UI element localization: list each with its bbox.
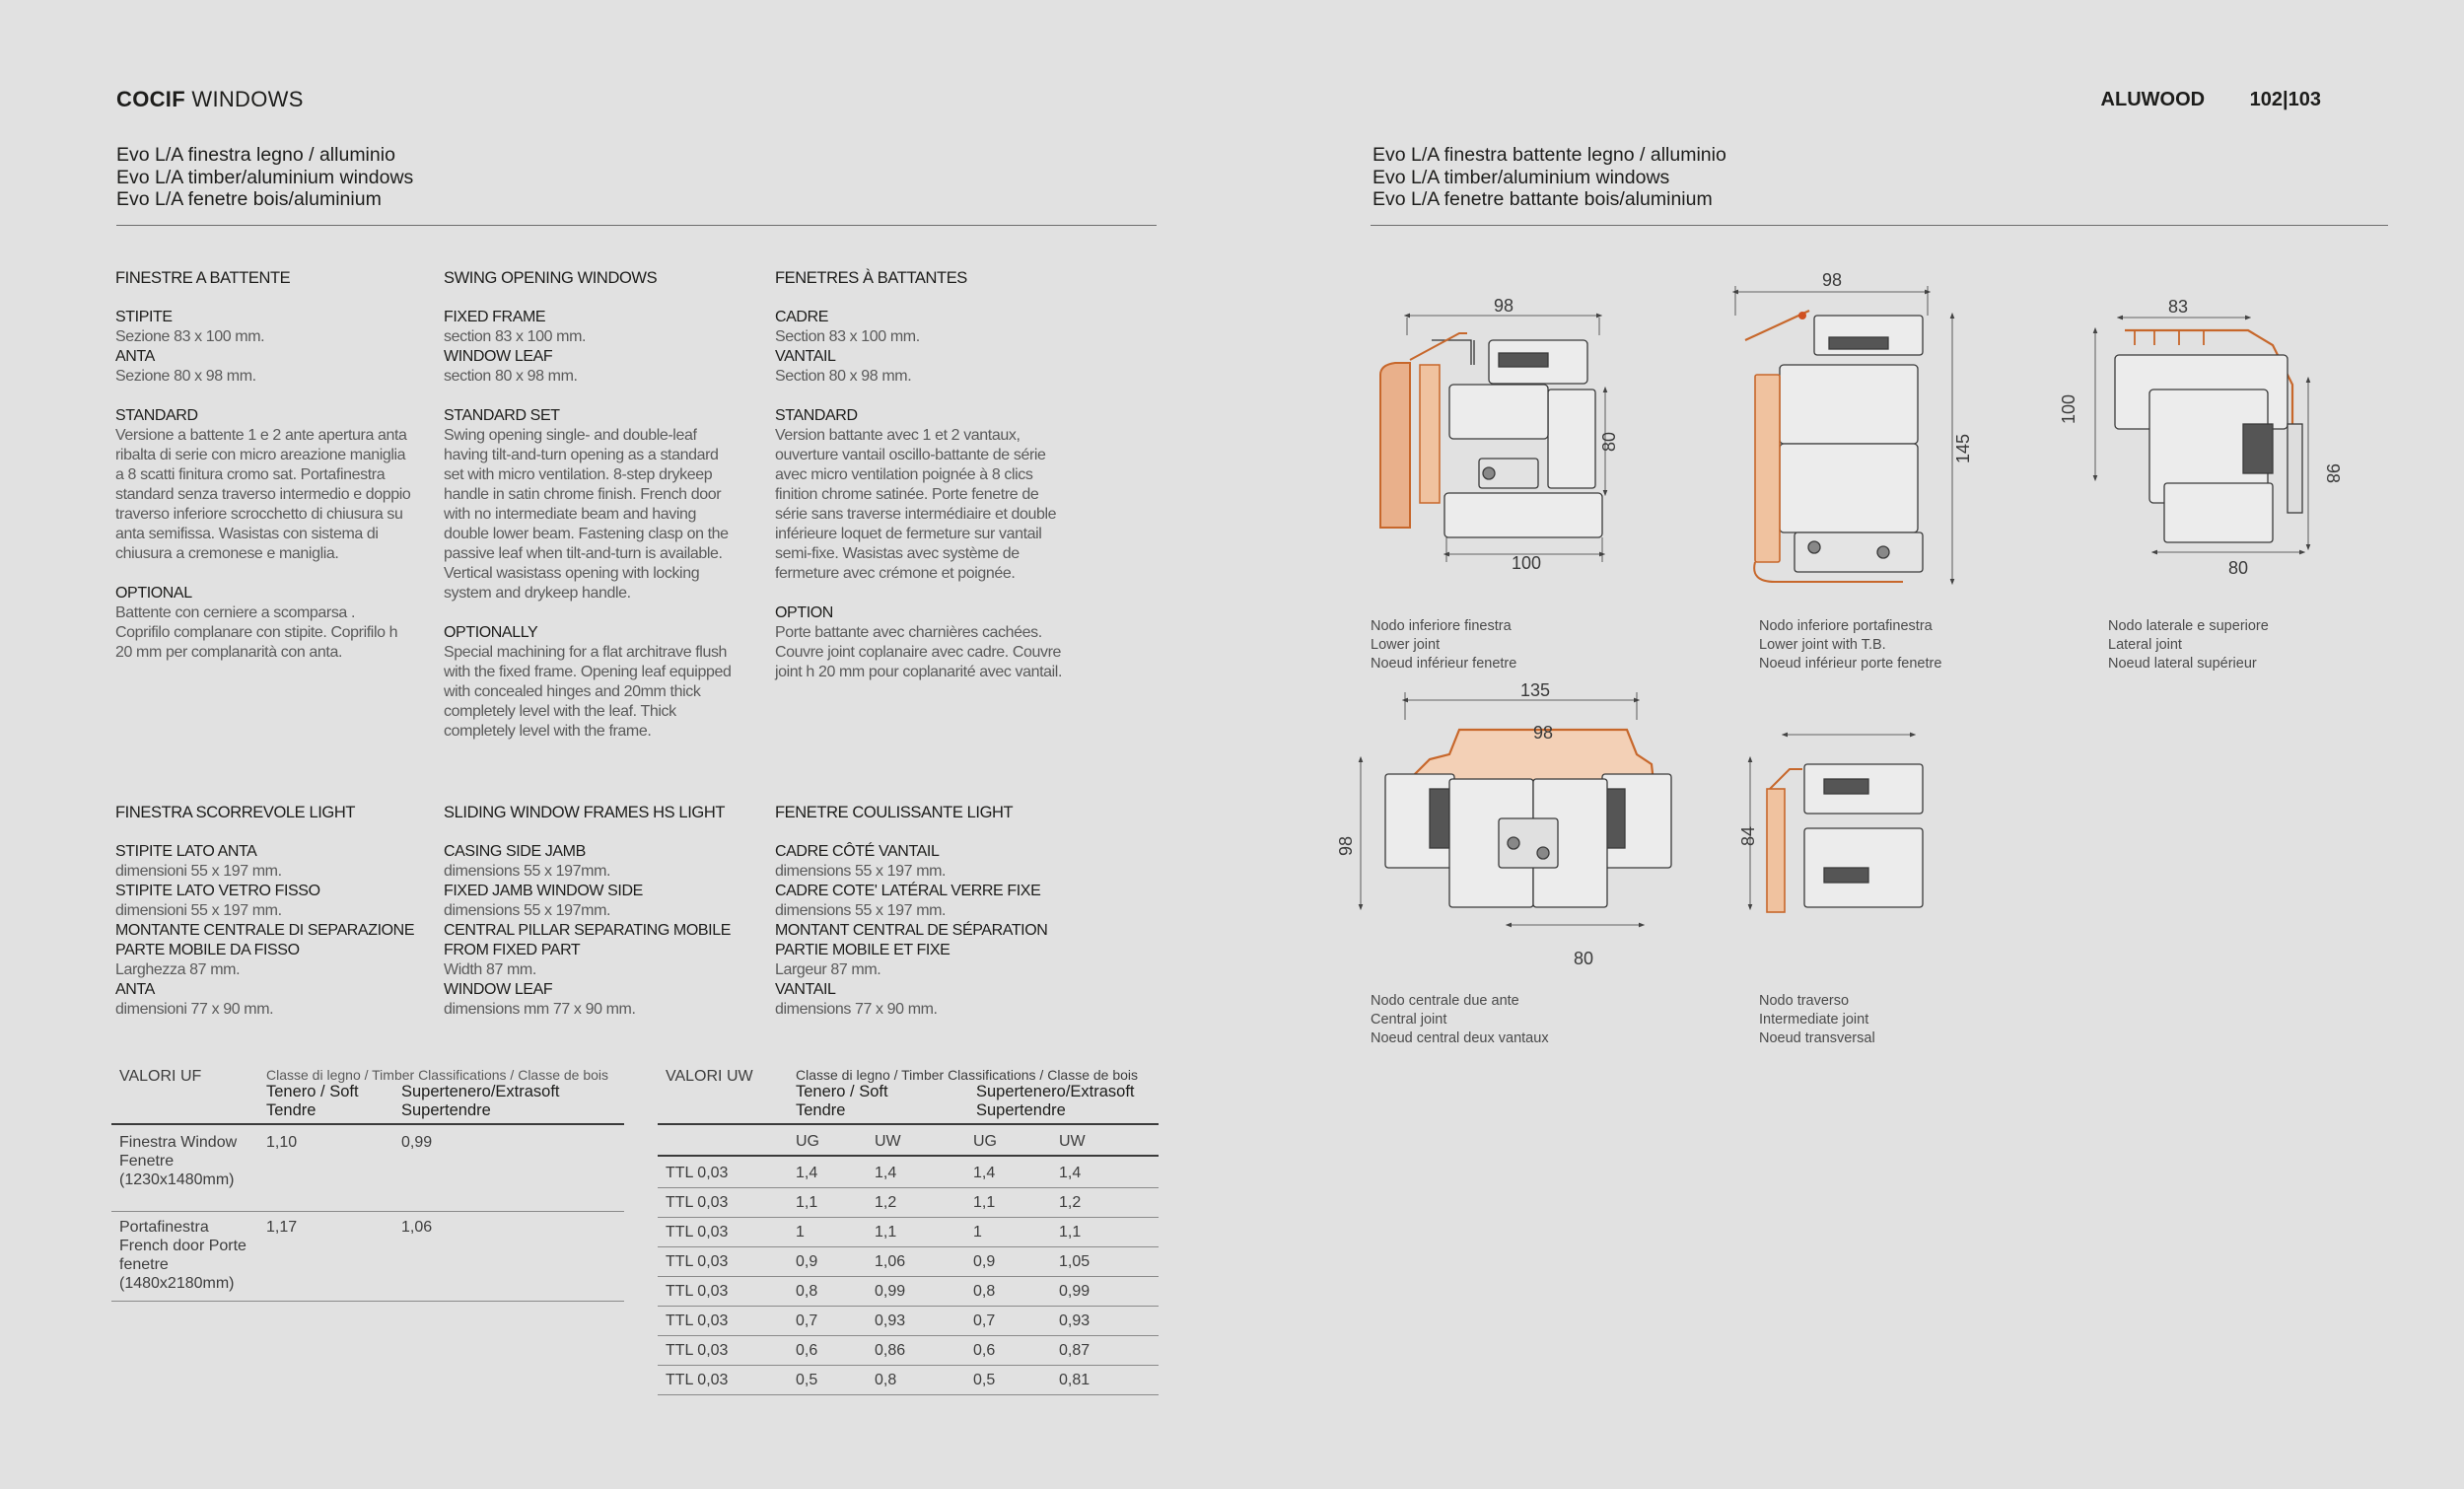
table-cell: 0,6 [973, 1342, 996, 1359]
table-cell: 0,8 [796, 1283, 818, 1300]
sliding-column-english [444, 803, 769, 1020]
spec-label: VANTAIL [775, 348, 836, 365]
right-title-line: Evo L/A timber/aluminium windows [1373, 166, 1670, 188]
spec-value: dimensioni 77 x 90 mm. [115, 1001, 274, 1018]
caption-line: Intermediate joint [1759, 1012, 1869, 1028]
standard-text: Versione a battente 1 e 2 ante apertura anta ribalta di serie con micro areazione maniglia a 8 scatti finitura cromo sat. Portafinestra standard senza traverso intermedio e doppio traverso inferiore scrocchetto di chiusura su anta semifissa. Wasistas con sistema di chiusura a cremonese e maniglia. [115, 427, 411, 562]
caption-line: Nodo laterale e superiore [2108, 618, 2269, 634]
table-uf-col2: Supertenero/Extrasoft Supertendre [401, 1083, 560, 1119]
table-cell: 1,1 [796, 1194, 818, 1211]
dim-label: 100 [2059, 393, 2078, 424]
dim-label: 80 [1599, 431, 1619, 452]
spec-value: Largeur 87 mm. [775, 961, 881, 978]
spec-value: Section 83 x 100 mm. [775, 328, 920, 345]
spec-value: dimensions 77 x 90 mm. [775, 1001, 938, 1018]
spec-value: Sezione 83 x 100 mm. [115, 328, 265, 345]
table-row-name: TTL 0,03 [666, 1312, 729, 1329]
table-cell: 0,9 [796, 1253, 818, 1270]
table-cell: 0,7 [973, 1312, 996, 1329]
column-english [444, 268, 769, 742]
section-name: ALUWOOD [2100, 89, 2206, 110]
table-cell: 0,93 [1059, 1312, 1091, 1329]
standard-text: Version battante avec 1 et 2 vantaux, ouverture vantail oscillo-battante de série avec micro ventilation poignée à 8 clics finition chrome satinée. Porte fenetre de série sans traverse intermédiaire et double inférieure loquet de fermeture sur vantail semi-fixe. Wasistas avec système de fermeture avec crémone et poignée. [775, 427, 1057, 582]
page-numbers: 102|103 [2249, 89, 2321, 110]
section-heading: FINESTRE A BATTENTE [115, 269, 291, 287]
right-title-rule [1371, 225, 2388, 226]
section-heading: FINESTRA SCORREVOLE LIGHT [115, 804, 356, 821]
spec-value: Sezione 80 x 98 mm. [115, 368, 256, 385]
brand-bold: COCIF [116, 87, 185, 111]
spec-label: MONTANTE CENTRALE DI SEPARAZIONE PARTE MOBILE DA FISSO [115, 922, 415, 958]
table-row-name: TTL 0,03 [666, 1165, 729, 1181]
table-cell: 0,9 [973, 1253, 996, 1270]
left-title-rule [116, 225, 1157, 226]
table-uf-label: VALORI UF [119, 1068, 202, 1085]
dim-label: 98 [1494, 296, 1514, 316]
table-cell: 1,1 [875, 1224, 897, 1241]
table-row-name: Portafinestra French door Porte fenetre (1480x2180mm) [119, 1219, 246, 1292]
caption-intermediate-joint [1759, 992, 1875, 1048]
dim-label: 98 [1336, 835, 1356, 856]
left-title-line: Evo L/A finestra legno / alluminio [116, 144, 395, 166]
spec-label: ANTA [115, 981, 155, 998]
spec-label: ANTA [115, 348, 155, 365]
table-cell: 1,2 [1059, 1194, 1082, 1211]
table-row-divider [658, 1187, 1159, 1188]
table-uw-col1: Tenero / Soft Tendre [796, 1083, 888, 1119]
table-uf-col1: Tenero / Soft Tendre [266, 1083, 359, 1119]
table-row-divider [658, 1365, 1159, 1366]
optional-heading: OPTION [775, 604, 833, 621]
spec-label: STIPITE [115, 309, 173, 325]
table-cell: 0,8 [875, 1372, 897, 1388]
table-row-name: TTL 0,03 [666, 1253, 729, 1270]
section-heading: FENETRES À BATTANTES [775, 269, 967, 287]
caption-line: Nodo centrale due ante [1371, 993, 1519, 1009]
table-cell: 1,10 [266, 1134, 298, 1151]
table-cell: 0,86 [875, 1342, 906, 1359]
table-cell: 0,99 [1059, 1283, 1091, 1300]
table-cell: 0,6 [796, 1342, 818, 1359]
caption-line: Noeud central deux vantaux [1371, 1030, 1549, 1046]
spec-label: CADRE [775, 309, 829, 325]
drawing-intermediate-joint [1750, 735, 1923, 912]
optional-heading: OPTIONALLY [444, 624, 538, 641]
caption-line: Central joint [1371, 1012, 1447, 1028]
table-row-divider [658, 1217, 1159, 1218]
left-title-line: Evo L/A fenetre bois/aluminium [116, 188, 382, 210]
spec-label: MONTANT CENTRAL DE SÉPARATION PARTIE MOBILE ET FIXE [775, 922, 1048, 958]
section-heading: SLIDING WINDOW FRAMES HS LIGHT [444, 804, 726, 821]
spec-value: Section 80 x 98 mm. [775, 368, 912, 385]
table-cell: 1,1 [973, 1194, 996, 1211]
caption-lower-joint-tb [1759, 617, 1941, 674]
table-cell: 1 [796, 1224, 805, 1241]
brand-title [116, 87, 304, 112]
dim-label: 145 [1953, 433, 1973, 463]
caption-line: Noeud inférieur porte fenetre [1759, 656, 1942, 672]
table-cell: 0,93 [875, 1312, 906, 1329]
spec-label: STIPITE LATO VETRO FISSO [115, 883, 320, 899]
spec-value: dimensions mm 77 x 90 mm. [444, 1001, 636, 1018]
caption-line: Noeud transversal [1759, 1030, 1875, 1046]
dim-label: 98 [1822, 270, 1843, 290]
spec-label: VANTAIL [775, 981, 836, 998]
spec-label: FIXED JAMB WINDOW SIDE [444, 883, 643, 899]
table-cell: 1,05 [1059, 1253, 1091, 1270]
right-title-line: Evo L/A fenetre battante bois/aluminium [1373, 188, 1713, 210]
table-uw-sub: UW [1059, 1133, 1086, 1150]
table-cell: 1,4 [973, 1165, 996, 1181]
section-heading: SWING OPENING WINDOWS [444, 269, 658, 287]
table-row-divider [658, 1306, 1159, 1307]
dim-label: 135 [1520, 680, 1551, 700]
spec-value: dimensions 55 x 197mm. [444, 863, 611, 880]
table-cell: 1,4 [796, 1165, 818, 1181]
left-title-line: Evo L/A timber/aluminium windows [116, 166, 414, 188]
table-uw-sub: UG [973, 1133, 997, 1150]
spec-value: Width 87 mm. [444, 961, 536, 978]
table-cell: 1 [973, 1224, 982, 1241]
table-uf [111, 1063, 624, 1310]
standard-heading: STANDARD SET [444, 407, 560, 424]
spec-value: dimensioni 55 x 197 mm. [115, 863, 282, 880]
table-uw-sub: UW [875, 1133, 901, 1150]
table-cell: 0,5 [973, 1372, 996, 1388]
caption-line: Noeud inférieur fenetre [1371, 656, 1517, 672]
optional-heading: OPTIONAL [115, 585, 192, 602]
table-cell: 0,81 [1059, 1372, 1091, 1388]
spec-value: dimensions 55 x 197 mm. [775, 902, 947, 919]
table-uw [658, 1063, 1159, 1398]
table-row-divider [658, 1394, 1159, 1395]
table-uw-label: VALORI UW [666, 1068, 753, 1085]
optional-text: Battente con cerniere a scomparsa . Coprifilo complanare con stipite. Coprifilo h 20 mm per complanarità con anta. [115, 604, 398, 661]
optional-text: Special machining for a flat architrave flush with the fixed frame. Opening leaf equipped with concealed hinges and 20mm thick completely level with the leaf. Thick completely level with the frame. [444, 644, 732, 740]
spec-value: dimensioni 55 x 197 mm. [115, 902, 282, 919]
table-row-name: TTL 0,03 [666, 1372, 729, 1388]
table-cell: 1,4 [1059, 1165, 1082, 1181]
table-cell: 0,5 [796, 1372, 818, 1388]
table-row-name: TTL 0,03 [666, 1224, 729, 1241]
spec-label: WINDOW LEAF [444, 348, 553, 365]
spec-label: STIPITE LATO ANTA [115, 843, 257, 860]
spec-label: CADRE CÔTÉ VANTAIL [775, 843, 940, 860]
standard-heading: STANDARD [775, 407, 858, 424]
drawing-central-joint [1361, 692, 1671, 925]
dim-label: 83 [2168, 297, 2189, 317]
table-uf-classes: Classe di legno / Timber Classifications / Classe de bois [266, 1067, 609, 1083]
table-cell: 1,1 [1059, 1224, 1082, 1241]
drawing-lower-joint-tb [1735, 286, 1952, 582]
table-row-name: TTL 0,03 [666, 1342, 729, 1359]
dim-label: 80 [1574, 949, 1594, 968]
sliding-column-french [775, 803, 1100, 1020]
table-row-name: TTL 0,03 [666, 1194, 729, 1211]
dim-label: 98 [2323, 463, 2343, 484]
right-title-line: Evo L/A finestra battente legno / alluminio [1373, 144, 1726, 166]
table-cell: 1,17 [266, 1219, 298, 1236]
table-cell: 1,2 [875, 1194, 897, 1211]
table-row-divider [658, 1276, 1159, 1277]
caption-line: Lower joint [1371, 637, 1441, 653]
table-cell: 1,06 [401, 1219, 433, 1236]
table-cell: 0,8 [973, 1283, 996, 1300]
caption-lower-joint [1371, 617, 1516, 674]
dim-label: 80 [2228, 558, 2249, 578]
drawing-lower-joint [1380, 316, 1605, 562]
spec-value: section 80 x 98 mm. [444, 368, 578, 385]
table-uw-col2: Supertenero/Extrasoft Supertendre [976, 1083, 1135, 1119]
caption-line: Nodo inferiore finestra [1371, 618, 1512, 634]
table-cell: 0,7 [796, 1312, 818, 1329]
caption-line: Nodo inferiore portafinestra [1759, 618, 1933, 634]
optional-text: Porte battante avec charnières cachées. Couvre joint coplanaire avec cadre. Couvre joint h 20 mm pour coplanarité avec vantail. [775, 624, 1063, 680]
spec-label: WINDOW LEAF [444, 981, 553, 998]
table-cell: 1,06 [875, 1253, 906, 1270]
brand-light: WINDOWS [191, 87, 304, 111]
spec-label: CENTRAL PILLAR SEPARATING MOBILE FROM FIXED PART [444, 922, 731, 958]
table-cell: 0,99 [875, 1283, 906, 1300]
dim-label-d5-left: 84 [1738, 825, 1758, 846]
spec-label: CADRE COTE' LATÉRAL VERRE FIXE [775, 883, 1041, 899]
caption-lateral-joint [2108, 617, 2269, 674]
table-row-name: TTL 0,03 [666, 1283, 729, 1300]
table-cell: 0,87 [1059, 1342, 1091, 1359]
spec-value: dimensions 55 x 197mm. [444, 902, 611, 919]
drawing-lateral-joint [2095, 318, 2308, 552]
dim-label-d5-top: 98 [1533, 723, 1554, 743]
caption-line: Lateral joint [2108, 637, 2182, 653]
spec-label: CASING SIDE JAMB [444, 843, 586, 860]
dim-label: 100 [1512, 553, 1542, 573]
catalog-header [2062, 89, 2321, 111]
table-row-divider [658, 1246, 1159, 1247]
spec-value: Larghezza 87 mm. [115, 961, 241, 978]
spec-value: dimensions 55 x 197 mm. [775, 863, 947, 880]
caption-line: Nodo traverso [1759, 993, 1850, 1009]
spec-label: FIXED FRAME [444, 309, 546, 325]
table-cell: 0,99 [401, 1134, 433, 1151]
table-uw-sub: UG [796, 1133, 819, 1150]
table-row-name: Finestra Window Fenetre (1230x1480mm) [119, 1134, 238, 1188]
caption-central-joint [1371, 992, 1549, 1048]
column-french [775, 268, 1100, 682]
sliding-column-italian [115, 803, 441, 1020]
left-title [116, 144, 413, 211]
standard-heading: STANDARD [115, 407, 198, 424]
table-row-divider [658, 1335, 1159, 1336]
column-italian [115, 268, 441, 663]
section-heading: FENETRE COULISSANTE LIGHT [775, 804, 1014, 821]
spec-value: section 83 x 100 mm. [444, 328, 587, 345]
standard-text: Swing opening single- and double-leaf having tilt-and-turn opening as a standard set with micro ventilation. 8-step drykeep handle in satin chrome finish. French door with no intermediate beam and having double lower beam. Fastening clasp on the passive leaf when tilt-and-turn is available. Vertical wasistass opening with locking system and drykeep handle. [444, 427, 729, 602]
table-uw-classes: Classe di legno / Timber Classifications / Classe de bois [796, 1067, 1139, 1083]
right-title [1373, 144, 1726, 211]
table-cell: 1,4 [875, 1165, 897, 1181]
caption-line: Noeud lateral supérieur [2108, 656, 2257, 672]
caption-line: Lower joint with T.B. [1759, 637, 1886, 653]
